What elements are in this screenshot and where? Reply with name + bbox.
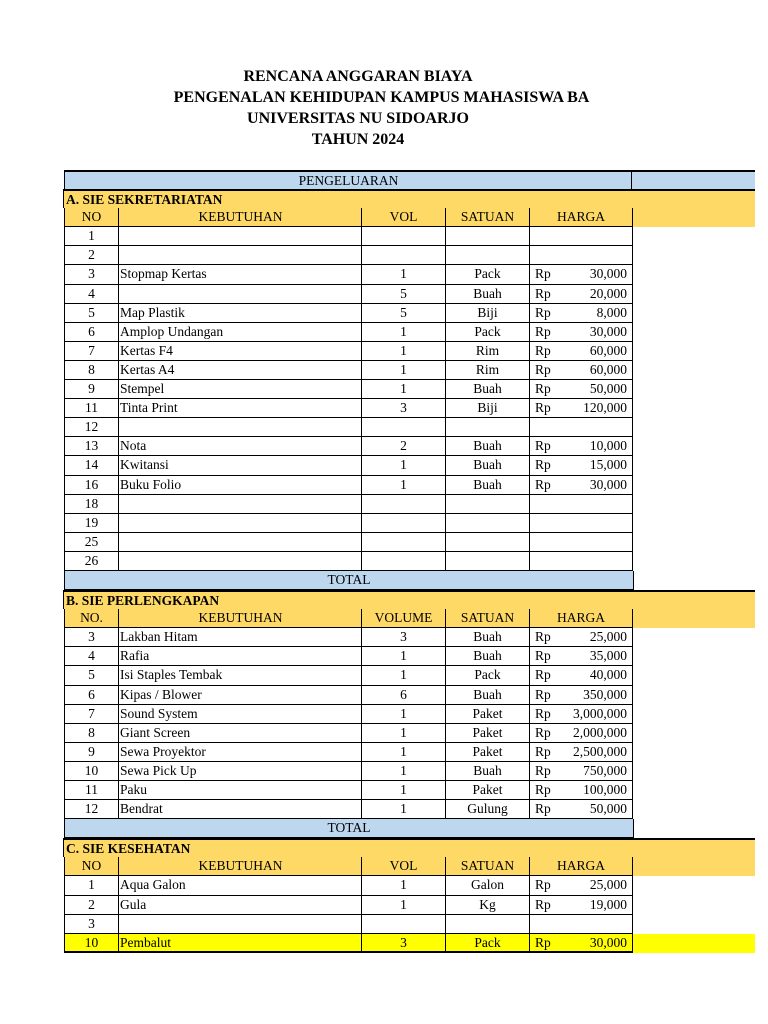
cell-kebutuhan [119, 514, 362, 533]
cell-harga [530, 285, 633, 304]
cell-vol: 1 [362, 647, 446, 666]
cell-no: 8 [64, 361, 119, 380]
table-header-row [64, 609, 755, 628]
price-amount: 120,000 [583, 400, 627, 416]
table-row [64, 476, 755, 495]
header-satuan: SATUAN [446, 857, 530, 876]
cell-satuan: Pack [446, 265, 530, 284]
cell-kebutuhan: Stopmap Kertas [119, 265, 362, 284]
cell-vol: 1 [362, 781, 446, 800]
table-row [64, 304, 755, 323]
cell-harga [530, 552, 633, 571]
cell-vol: 1 [362, 724, 446, 743]
section-title-bar [64, 838, 755, 857]
cell-harga [530, 437, 633, 456]
table-row [64, 934, 755, 953]
cell-vol: 1 [362, 361, 446, 380]
price-amount: 2,500,000 [573, 743, 627, 759]
cell-satuan: Rim [446, 342, 530, 361]
cell-kebutuhan: Tinta Print [119, 399, 362, 418]
cell-vol: 1 [362, 380, 446, 399]
cell-kebutuhan: Bendrat [119, 800, 362, 819]
currency-label: Rp [535, 743, 551, 759]
price-amount: 35,000 [589, 648, 627, 664]
cell-harga [530, 705, 633, 724]
cell-no: 7 [64, 705, 119, 724]
header-satuan: SATUAN [446, 609, 530, 628]
cell-harga [530, 323, 633, 342]
cell-no: 7 [64, 342, 119, 361]
cell-harga [530, 647, 633, 666]
table-row [64, 628, 755, 647]
cell-kebutuhan [119, 533, 362, 552]
cell-harga [530, 514, 633, 533]
table-row [64, 380, 755, 399]
cell-no: 14 [64, 456, 119, 475]
currency-label: Rp [535, 686, 551, 702]
table-row [64, 246, 755, 265]
cell-satuan: Galon [446, 876, 530, 895]
table-row [64, 227, 755, 246]
cell-kebutuhan [119, 227, 362, 246]
title-line-4: TAHUN 2024 [311, 131, 405, 148]
cell-satuan [446, 246, 530, 265]
cell-vol: 1 [362, 476, 446, 495]
cell-vol: 5 [362, 304, 446, 323]
cell-kebutuhan: Lakban Hitam [119, 628, 362, 647]
currency-label: Rp [535, 323, 551, 339]
cell-satuan [446, 418, 530, 437]
price-amount: 30,000 [589, 476, 627, 492]
currency-label: Rp [535, 266, 551, 282]
cell-vol: 3 [362, 399, 446, 418]
cell-no: 10 [64, 934, 119, 953]
cell-kebutuhan [119, 495, 362, 514]
table-row [64, 285, 755, 304]
currency-label: Rp [535, 801, 551, 817]
cell-vol [362, 514, 446, 533]
price-amount: 100,000 [583, 782, 627, 797]
cell-harga [530, 876, 633, 895]
cell-vol: 3 [362, 628, 446, 647]
price-amount: 50,000 [589, 801, 627, 817]
table-row [64, 265, 755, 284]
cell-harga [530, 361, 633, 380]
budget-sheet [64, 170, 755, 953]
cell-vol: 1 [362, 456, 446, 475]
price-amount: 40,000 [589, 667, 627, 683]
cell-no: 19 [64, 514, 119, 533]
header-vol: VOL [362, 857, 446, 876]
currency-label: Rp [535, 457, 551, 473]
cell-no: 10 [64, 762, 119, 781]
cell-harga [530, 724, 633, 743]
cell-satuan: Pack [446, 323, 530, 342]
table-row [64, 361, 755, 380]
cell-no: 2 [64, 896, 119, 915]
table-row [64, 533, 755, 552]
cell-satuan: Buah [446, 647, 530, 666]
cell-no: 9 [64, 380, 119, 399]
cell-kebutuhan: Pembalut [119, 934, 362, 953]
header-kebutuhan: KEBUTUHAN [119, 208, 362, 227]
cell-no: 3 [64, 915, 119, 934]
table-row [64, 781, 755, 800]
table-header-row [64, 208, 755, 227]
cell-harga [530, 686, 633, 705]
header-vol: VOL [362, 208, 446, 227]
cell-kebutuhan: Rafia [119, 647, 362, 666]
cell-kebutuhan: Sewa Pick Up [119, 762, 362, 781]
currency-label: Rp [535, 724, 551, 740]
price-amount: 60,000 [589, 342, 627, 358]
cell-no: 9 [64, 743, 119, 762]
cell-harga [530, 628, 633, 647]
cell-no: 2 [64, 246, 119, 265]
cell-vol: 5 [362, 285, 446, 304]
header-harga: HARGA [530, 208, 633, 227]
cell-harga [530, 666, 633, 685]
price-amount: 30,000 [589, 266, 627, 282]
table-row [64, 437, 755, 456]
table-row [64, 896, 755, 915]
cell-harga [530, 743, 633, 762]
cell-no: 6 [64, 323, 119, 342]
price-amount: 2,000,000 [573, 724, 627, 740]
pengeluaran-label: PENGELUARAN [298, 173, 399, 188]
table-row [64, 762, 755, 781]
table-row [64, 418, 755, 437]
cell-no: 3 [64, 628, 119, 647]
cell-kebutuhan: Gula [119, 896, 362, 915]
cell-satuan: Paket [446, 743, 530, 762]
cell-satuan: Pack [446, 666, 530, 685]
cell-satuan: Paket [446, 705, 530, 724]
header-harga: HARGA [530, 857, 633, 876]
cell-harga [530, 380, 633, 399]
cell-satuan: Buah [446, 285, 530, 304]
header-satuan: SATUAN [446, 208, 530, 227]
table-header-row [64, 857, 755, 876]
price-amount: 30,000 [589, 323, 627, 339]
cell-vol: 1 [362, 800, 446, 819]
cell-harga [530, 227, 633, 246]
table-row [64, 399, 755, 418]
table-row [64, 705, 755, 724]
price-amount: 3,000,000 [573, 705, 627, 721]
header-no: NO. [64, 609, 119, 628]
cell-vol: 1 [362, 666, 446, 685]
cell-satuan: Paket [446, 781, 530, 800]
total-row: TOTAL [64, 571, 634, 590]
cell-no: 5 [64, 304, 119, 323]
cell-satuan: Buah [446, 686, 530, 705]
cell-satuan: Buah [446, 628, 530, 647]
table-row [64, 724, 755, 743]
table-row [64, 915, 755, 934]
currency-label: Rp [535, 400, 551, 416]
table-row [64, 686, 755, 705]
cell-satuan: Paket [446, 724, 530, 743]
section-title-bar [64, 189, 755, 208]
cell-no: 16 [64, 476, 119, 495]
price-amount: 350,000 [583, 686, 627, 702]
cell-harga [530, 265, 633, 284]
currency-label: Rp [535, 381, 551, 397]
currency-label: Rp [535, 342, 551, 358]
cell-vol [362, 915, 446, 934]
cell-kebutuhan [119, 285, 362, 304]
cell-vol: 1 [362, 705, 446, 724]
cell-kebutuhan: Sound System [119, 705, 362, 724]
cell-vol [362, 495, 446, 514]
cell-vol: 1 [362, 876, 446, 895]
pengeluaran-header [64, 170, 755, 189]
currency-label: Rp [535, 762, 551, 778]
price-amount: 20,000 [589, 285, 627, 301]
price-amount: 19,000 [589, 896, 627, 912]
cell-kebutuhan: Map Plastik [119, 304, 362, 323]
title-line-3: UNIVERSITAS NU SIDOARJO [247, 110, 469, 127]
cell-no: 8 [64, 724, 119, 743]
title-line-1: RENCANA ANGGARAN BIAYA [243, 68, 473, 85]
cell-satuan: Buah [446, 437, 530, 456]
table-row [64, 800, 755, 819]
cell-harga [530, 304, 633, 323]
cell-harga [530, 456, 633, 475]
cell-satuan: Buah [446, 762, 530, 781]
cell-no: 25 [64, 533, 119, 552]
cell-satuan: Buah [446, 476, 530, 495]
cell-satuan: Gulung [446, 800, 530, 819]
currency-label: Rp [535, 934, 551, 950]
document-title-block [0, 66, 768, 150]
cell-no: 18 [64, 495, 119, 514]
cell-satuan: Rim [446, 361, 530, 380]
table-row [64, 323, 755, 342]
cell-harga [530, 915, 633, 934]
title-line-2: PENGENALAN KEHIDUPAN KAMPUS MAHASISWA BA [173, 89, 590, 106]
cell-harga [530, 533, 633, 552]
table-row [64, 456, 755, 475]
cell-harga [530, 495, 633, 514]
header-no: NO [64, 208, 119, 227]
table-row [64, 666, 755, 685]
cell-no: 3 [64, 265, 119, 284]
cell-kebutuhan: Buku Folio [119, 476, 362, 495]
currency-label: Rp [535, 304, 551, 320]
currency-label: Rp [535, 476, 551, 492]
cell-vol [362, 246, 446, 265]
cell-vol: 1 [362, 896, 446, 915]
price-amount: 60,000 [589, 361, 627, 377]
cell-vol: 1 [362, 323, 446, 342]
cell-satuan: Pack [446, 934, 530, 953]
cell-satuan [446, 227, 530, 246]
cell-satuan: Buah [446, 380, 530, 399]
cell-vol: 1 [362, 762, 446, 781]
cell-kebutuhan: Isi Staples Tembak [119, 666, 362, 685]
cell-vol [362, 227, 446, 246]
cell-vol [362, 418, 446, 437]
cell-satuan [446, 495, 530, 514]
cell-satuan [446, 552, 530, 571]
price-amount: 30,000 [589, 934, 627, 950]
cell-no: 12 [64, 418, 119, 437]
cell-kebutuhan: Kipas / Blower [119, 686, 362, 705]
cell-vol: 1 [362, 342, 446, 361]
header-kebutuhan: KEBUTUHAN [119, 609, 362, 628]
cell-vol [362, 552, 446, 571]
price-amount: 50,000 [589, 381, 627, 397]
currency-label: Rp [535, 438, 551, 454]
section-title: C. SIE KESEHATAN [66, 841, 191, 857]
cell-kebutuhan [119, 246, 362, 265]
cell-vol: 6 [362, 686, 446, 705]
header-vol: VOLUME [362, 609, 446, 628]
cell-vol [362, 533, 446, 552]
header-harga: HARGA [530, 609, 633, 628]
currency-label: Rp [535, 629, 551, 645]
cell-no: 4 [64, 647, 119, 666]
header-kebutuhan: KEBUTUHAN [119, 857, 362, 876]
table-row [64, 743, 755, 762]
currency-label: Rp [535, 782, 551, 797]
price-amount: 750,000 [583, 762, 627, 778]
cell-no: 5 [64, 666, 119, 685]
cell-satuan [446, 533, 530, 552]
table-row [64, 514, 755, 533]
cell-kebutuhan: Giant Screen [119, 724, 362, 743]
cell-kebutuhan: Paku [119, 781, 362, 800]
cell-satuan: Biji [446, 399, 530, 418]
cell-harga [530, 418, 633, 437]
cell-harga [530, 800, 633, 819]
cell-no: 11 [64, 399, 119, 418]
cell-kebutuhan [119, 418, 362, 437]
cell-no: 13 [64, 437, 119, 456]
cell-no: 1 [64, 876, 119, 895]
currency-label: Rp [535, 361, 551, 377]
price-amount: 15,000 [589, 457, 627, 473]
cell-no: 4 [64, 285, 119, 304]
cell-vol: 1 [362, 265, 446, 284]
currency-label: Rp [535, 667, 551, 683]
table-row [64, 342, 755, 361]
cell-vol: 3 [362, 934, 446, 953]
section-title-bar [64, 590, 755, 609]
cell-satuan [446, 514, 530, 533]
header-no: NO [64, 857, 119, 876]
cell-harga [530, 246, 633, 265]
cell-no: 11 [64, 781, 119, 800]
cell-satuan: Biji [446, 304, 530, 323]
cell-satuan: Buah [446, 456, 530, 475]
cell-no: 1 [64, 227, 119, 246]
currency-label: Rp [535, 648, 551, 664]
currency-label: Rp [535, 877, 551, 893]
price-amount: 25,000 [589, 629, 627, 645]
cell-harga [530, 342, 633, 361]
cell-kebutuhan [119, 552, 362, 571]
cell-harga [530, 476, 633, 495]
cell-harga [530, 399, 633, 418]
cell-vol: 2 [362, 437, 446, 456]
cell-kebutuhan: Aqua Galon [119, 876, 362, 895]
cell-kebutuhan: Nota [119, 437, 362, 456]
section-title: B. SIE PERLENGKAPAN [66, 593, 220, 609]
cell-kebutuhan: Amplop Undangan [119, 323, 362, 342]
cell-satuan [446, 915, 530, 934]
cell-kebutuhan: Stempel [119, 380, 362, 399]
cell-no: 26 [64, 552, 119, 571]
table-row [64, 647, 755, 666]
total-row: TOTAL [64, 819, 634, 838]
cell-kebutuhan: Kwitansi [119, 456, 362, 475]
table-row [64, 552, 755, 571]
cell-vol: 1 [362, 743, 446, 762]
section-title: A. SIE SEKRETARIATAN [66, 192, 223, 208]
cell-kebutuhan: Sewa Proyektor [119, 743, 362, 762]
cell-no: 12 [64, 800, 119, 819]
currency-label: Rp [535, 896, 551, 912]
cell-harga [530, 896, 633, 915]
cell-kebutuhan: Kertas A4 [119, 361, 362, 380]
price-amount: 8,000 [596, 304, 627, 320]
table-row [64, 495, 755, 514]
currency-label: Rp [535, 285, 551, 301]
cell-harga [530, 762, 633, 781]
cell-no: 6 [64, 686, 119, 705]
price-amount: 25,000 [589, 877, 627, 893]
price-amount: 10,000 [589, 438, 627, 454]
cell-harga [530, 781, 633, 800]
cell-satuan: Kg [446, 896, 530, 915]
cell-harga [530, 934, 633, 953]
cell-kebutuhan [119, 915, 362, 934]
cell-kebutuhan: Kertas F4 [119, 342, 362, 361]
table-row [64, 876, 755, 895]
currency-label: Rp [535, 705, 551, 721]
